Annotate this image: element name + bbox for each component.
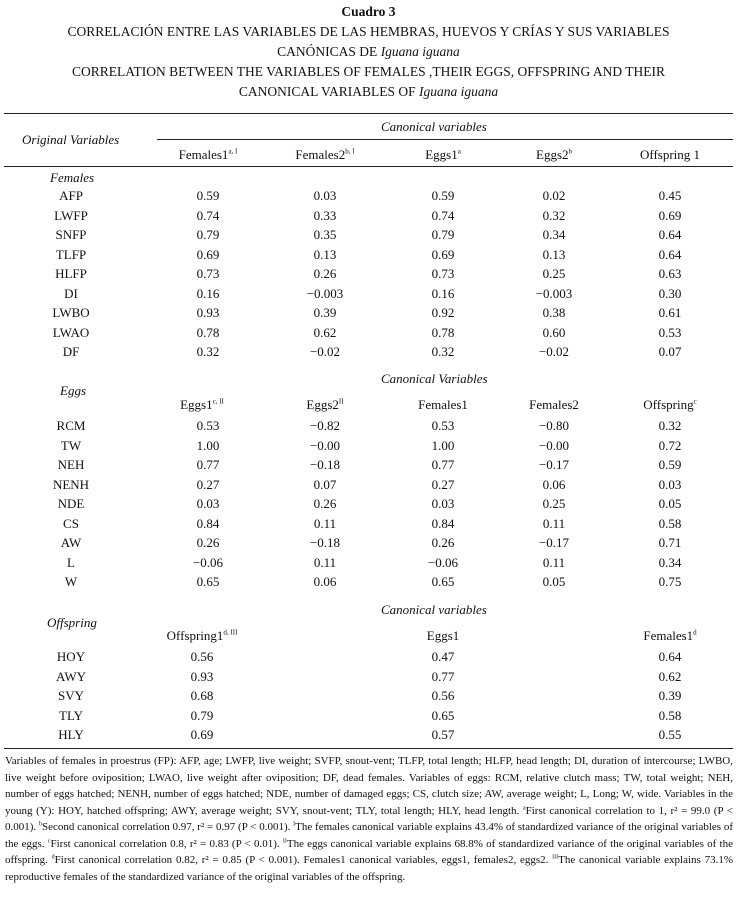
table-row (0, 535, 737, 555)
row-label: AW (60, 535, 82, 550)
row-label: NEH (57, 457, 85, 472)
table-cell: 0.03 (196, 496, 220, 511)
table-cell: 0.03 (658, 476, 682, 492)
row-label: HLY (58, 727, 84, 742)
col-header: Females2 (529, 397, 579, 412)
table-cell: 0.33 (313, 207, 337, 223)
table-number: Cuadro 3 (341, 4, 396, 19)
row-label: LWAO (52, 324, 90, 340)
row-label: CS (63, 515, 79, 531)
table-row (0, 516, 737, 536)
row-label: L (67, 554, 75, 570)
table-cell: 0.07 (658, 344, 682, 359)
row-label: AFP (59, 188, 83, 203)
row-label: RCM (56, 418, 86, 433)
row-label: HLFP (55, 266, 87, 281)
table-cell: −0.06 (427, 554, 459, 570)
table-cell: 0.75 (658, 574, 682, 589)
row-label: HOY (56, 649, 86, 664)
table-cell: 1.00 (196, 437, 220, 453)
table-cell: 0.32 (658, 418, 682, 433)
table-cell: 0.59 (431, 188, 455, 203)
table-cell: 0.32 (431, 344, 455, 359)
table-cell: −0.02 (538, 344, 570, 359)
table-cell: 0.58 (658, 707, 682, 723)
col-header: Eggs1$^a$ (425, 147, 461, 162)
species-name: Iguana iguana (419, 84, 499, 99)
top-rule (4, 113, 733, 114)
table-row (0, 457, 737, 477)
footnote-mark: b (38, 821, 42, 828)
table-row (0, 574, 737, 594)
row-label: DF (62, 344, 80, 359)
table-cell: 0.39 (313, 305, 337, 320)
table-cell: 0.55 (658, 727, 682, 742)
table-cell: 0.56 (190, 649, 214, 664)
footnote-III: The canonical variable explains 73.1% reproductive females of the standardized variance of the original variables of the offspring. (5, 854, 733, 883)
table-cell: 0.78 (196, 324, 220, 340)
table-cell: 0.69 (658, 207, 682, 223)
row-label: AWY (55, 668, 87, 684)
table-cell: 0.72 (658, 437, 682, 453)
table-cell: 0.06 (313, 574, 337, 589)
table-cell: 0.05 (542, 574, 566, 589)
table-cell: 0.64 (658, 227, 682, 242)
row-label: TLY (59, 707, 83, 723)
table-cell: 0.69 (196, 246, 220, 262)
table-cell: −0.82 (309, 418, 341, 433)
table-cell: 0.35 (313, 227, 337, 242)
table-row (0, 266, 737, 286)
table-cell: 0.69 (431, 246, 455, 262)
table-cell: 0.03 (431, 496, 455, 511)
title-english-line1: CORRELATION BETWEEN THE VARIABLES OF FEMALES ,THEIR EGGS, OFFSPRING AND THEIR (71, 64, 666, 79)
table-cell: 0.06 (542, 476, 566, 492)
table-row (0, 688, 737, 708)
table-cell: 0.58 (658, 515, 682, 531)
table-cell: 0.77 (431, 457, 455, 472)
table-cell: 0.65 (196, 574, 220, 589)
table-cell: −0.17 (538, 535, 570, 550)
row-label: DI (64, 285, 78, 301)
table-cell: 0.59 (196, 188, 220, 203)
table-cell: 0.64 (658, 246, 682, 262)
table-cell: 0.34 (658, 554, 682, 570)
table-cell: 0.11 (313, 515, 337, 531)
table-cell: −0.003 (535, 285, 573, 301)
col-header: Eggs1 (426, 628, 460, 643)
table-cell: 0.26 (313, 266, 337, 281)
table-cell: 0.26 (431, 535, 455, 550)
table-cell: 0.65 (431, 707, 455, 723)
col-header: $Eggs2^{II}$ (306, 397, 344, 412)
table-cell: 0.39 (658, 688, 682, 703)
footnote-mark: III (552, 854, 559, 861)
title-spanish-line1: CORRELACIÓN ENTRE LAS VARIABLES DE LAS HEMBRAS, HUEVOS Y CRÍAS Y SUS VARIABLES (67, 24, 670, 39)
row-label: TLFP (55, 246, 87, 262)
table-cell: 0.93 (190, 668, 214, 684)
table-cell: −0.18 (309, 457, 341, 472)
table-cell: 0.68 (190, 688, 214, 703)
footnote-II: The eggs canonical variable explains 68.8% of standardized variance of the original variables of the offspring. (5, 837, 733, 866)
table-cell: 0.11 (542, 515, 566, 531)
table-row (0, 227, 737, 247)
table-cell: 0.71 (658, 535, 682, 550)
table-cell: −0.003 (306, 285, 344, 301)
table-cell: 0.47 (431, 649, 455, 664)
row-label: LWBO (52, 305, 90, 320)
table-cell: 0.30 (658, 285, 682, 301)
table-cell: 0.38 (542, 305, 566, 320)
table-cell: 0.69 (190, 727, 214, 742)
table-cell: 0.92 (431, 305, 455, 320)
row-label: TW (60, 437, 82, 453)
footnote-mark: II (282, 837, 287, 844)
table-cell: 0.25 (542, 266, 566, 281)
table-cell: 0.02 (542, 188, 566, 203)
table-cell: 0.56 (431, 688, 455, 703)
table-cell: 0.11 (542, 554, 566, 570)
table-cell: 0.26 (313, 496, 337, 511)
table-row (0, 208, 737, 228)
table-cell: 0.07 (313, 476, 337, 492)
table-cell: 0.65 (431, 574, 455, 589)
table-cell: 0.34 (542, 227, 566, 242)
table-row (0, 727, 737, 747)
table-cell: 0.73 (196, 266, 220, 281)
table-cell: −0.06 (192, 554, 224, 570)
table-cell: 0.77 (431, 668, 455, 684)
row-label: W (64, 574, 78, 589)
table-cell: 0.93 (196, 305, 220, 320)
table-row (0, 496, 737, 516)
table-cell: 0.32 (542, 207, 566, 223)
table-cell: 0.53 (658, 324, 682, 340)
col-header: Eggs2$^b$ (536, 147, 572, 162)
col-header: Females1 (418, 397, 468, 412)
row-label: LWFP (54, 207, 88, 223)
canonical-variables-offspring-header: Canonical variables (381, 602, 487, 617)
table-cell: 0.53 (196, 418, 220, 433)
col-header: Females1$^d$ (643, 628, 697, 643)
table-cell: −0.18 (309, 535, 341, 550)
table-cell: 0.62 (658, 668, 682, 684)
table-cell: 0.62 (313, 324, 337, 340)
row-label: NDE (57, 496, 85, 511)
table-cell: 0.25 (542, 496, 566, 511)
section-label-females: Females (50, 170, 95, 185)
table-row (0, 247, 737, 267)
table-cell: 0.74 (196, 207, 220, 223)
species-name: Iguana iguana (380, 44, 460, 59)
table-row (0, 669, 737, 689)
footnote-b: Second canonical correlation 0.97, r² = 0.97 (P < 0.001). (41, 821, 291, 833)
table-row (0, 477, 737, 497)
table-cell: 0.74 (431, 207, 455, 223)
table-row (0, 286, 737, 306)
footnote-d: First canonical correlation 0.82, r² = 0.85 (P < 0.001). Females1 canonical variables, eggs1, females2, eggs2. (54, 854, 549, 866)
females-column-header-row (0, 147, 737, 167)
table-cell: 0.73 (431, 266, 455, 281)
table-cell: 0.78 (431, 324, 455, 340)
table-cell: 0.79 (196, 227, 220, 242)
table-row (0, 649, 737, 669)
table-cell: 0.11 (313, 554, 337, 570)
table-cell: 0.79 (431, 227, 455, 242)
table-cell: 0.60 (542, 324, 566, 340)
section-label-eggs: Eggs (60, 383, 86, 398)
section-label-offspring: Offspring (47, 615, 97, 630)
table-cell: 0.61 (658, 305, 682, 320)
table-cell: −0.17 (538, 457, 570, 472)
eggs-column-header-row (0, 397, 737, 417)
table-cell: 0.64 (658, 649, 682, 664)
table-cell: 0.16 (196, 285, 220, 301)
table-cell: 0.59 (658, 457, 682, 472)
table-row (0, 438, 737, 458)
table-cell: 0.57 (431, 727, 455, 742)
table-cell: 0.84 (431, 515, 455, 531)
table-cell: 0.79 (190, 707, 214, 723)
table-cell: −0.00 (309, 437, 341, 453)
canonical-variables-eggs-header: Canonical Variables (381, 371, 488, 386)
table-cell: 0.27 (196, 476, 220, 492)
col-header: $Offspring1^{d, III}$ (166, 628, 238, 643)
footnote-abbreviations: Variables of females in proestrus (FP): AFP, age; LWFP, live weight; SVFP, snout-vent; TLFP, total length; HLFP, head length; DI, duration of intercourse; LWBO, live weight before oviposition; LWAO, live weight after oviposition; DF, dead females. Variables of eggs: RCM, relative clutch mass; TW, total weight; NEH, number of eggs hatched; NENH, number of eggs hatched; NDE, number of damaged eggs; CS, clutch size; AW, average weight; L, Long; W, wide. Variables in the young (Y): HOY, hatched offspring; AWY, average weight; SVY, snout-vent; TLY, total length; HLY, head length. (5, 755, 733, 817)
footnote-mark: I (293, 821, 296, 828)
table-cell: 0.77 (196, 457, 220, 472)
table-cell: 0.84 (196, 515, 220, 531)
col-header: $Females2^{b, I}$ (295, 147, 355, 162)
table-cell: 0.26 (196, 535, 220, 550)
table-cell: 0.13 (542, 246, 566, 262)
title-spanish-line2: CANÓNICAS DE Iguana iguana (277, 44, 460, 59)
table-cell: 1.00 (431, 437, 455, 453)
title-english-line2: CANONICAL VARIABLES OF Iguana iguana (238, 84, 499, 99)
table-cell: −0.02 (309, 344, 341, 359)
col-header: Offspring 1 (639, 147, 701, 162)
canonical-variables-header: Canonical variables (381, 119, 487, 134)
row-label: SVY (57, 688, 85, 703)
footnote-mark: d (51, 854, 55, 861)
footnote-a: First canonical correlation to 1, r² = 99.0 (P < 0.001). (5, 804, 734, 833)
table-cell: 0.16 (431, 285, 455, 301)
footnote-mark: c (47, 837, 51, 844)
table-cell: 0.05 (658, 496, 682, 511)
row-label: NENH (52, 476, 90, 492)
table-cell: −0.00 (538, 437, 570, 453)
table-title (0, 0, 737, 102)
table-cell: −0.80 (538, 418, 570, 433)
offspring-column-header-row (0, 628, 737, 648)
table-cell: 0.03 (313, 188, 337, 203)
table-cell: 0.32 (196, 344, 220, 359)
table-row (0, 325, 737, 345)
table-cell: 0.53 (431, 418, 455, 433)
table-row (0, 418, 737, 438)
footnote-c: First canonical correlation 0.8, r² = 0.83 (P < 0.01). (50, 837, 280, 850)
col-header: Offspring$^c$ (643, 397, 697, 412)
table-row (0, 555, 737, 575)
col-header: $Females1^{a, I}$ (178, 147, 238, 162)
original-variables-header: Original Variables (22, 132, 120, 147)
table-cell: 0.13 (313, 246, 337, 262)
table-row (0, 344, 737, 364)
table-bottom-rule (4, 748, 733, 749)
col-header: $Eggs1^{c, II}$ (180, 397, 224, 412)
table-row (0, 305, 737, 325)
canonical-header-rule (157, 139, 733, 140)
header-bottom-rule (4, 166, 733, 167)
table-cell: 0.45 (658, 188, 682, 203)
footnote-mark: a (522, 804, 526, 811)
row-label: SNFP (55, 227, 87, 242)
table-row (0, 188, 737, 208)
table-cell: 0.27 (431, 476, 455, 492)
footnote-I: The females canonical variable explains 43.4% of standardized variance of the original variables of the eggs. (5, 821, 734, 850)
table-cell: 0.63 (658, 266, 682, 281)
table-row (0, 708, 737, 728)
table-footnotes (5, 753, 733, 885)
